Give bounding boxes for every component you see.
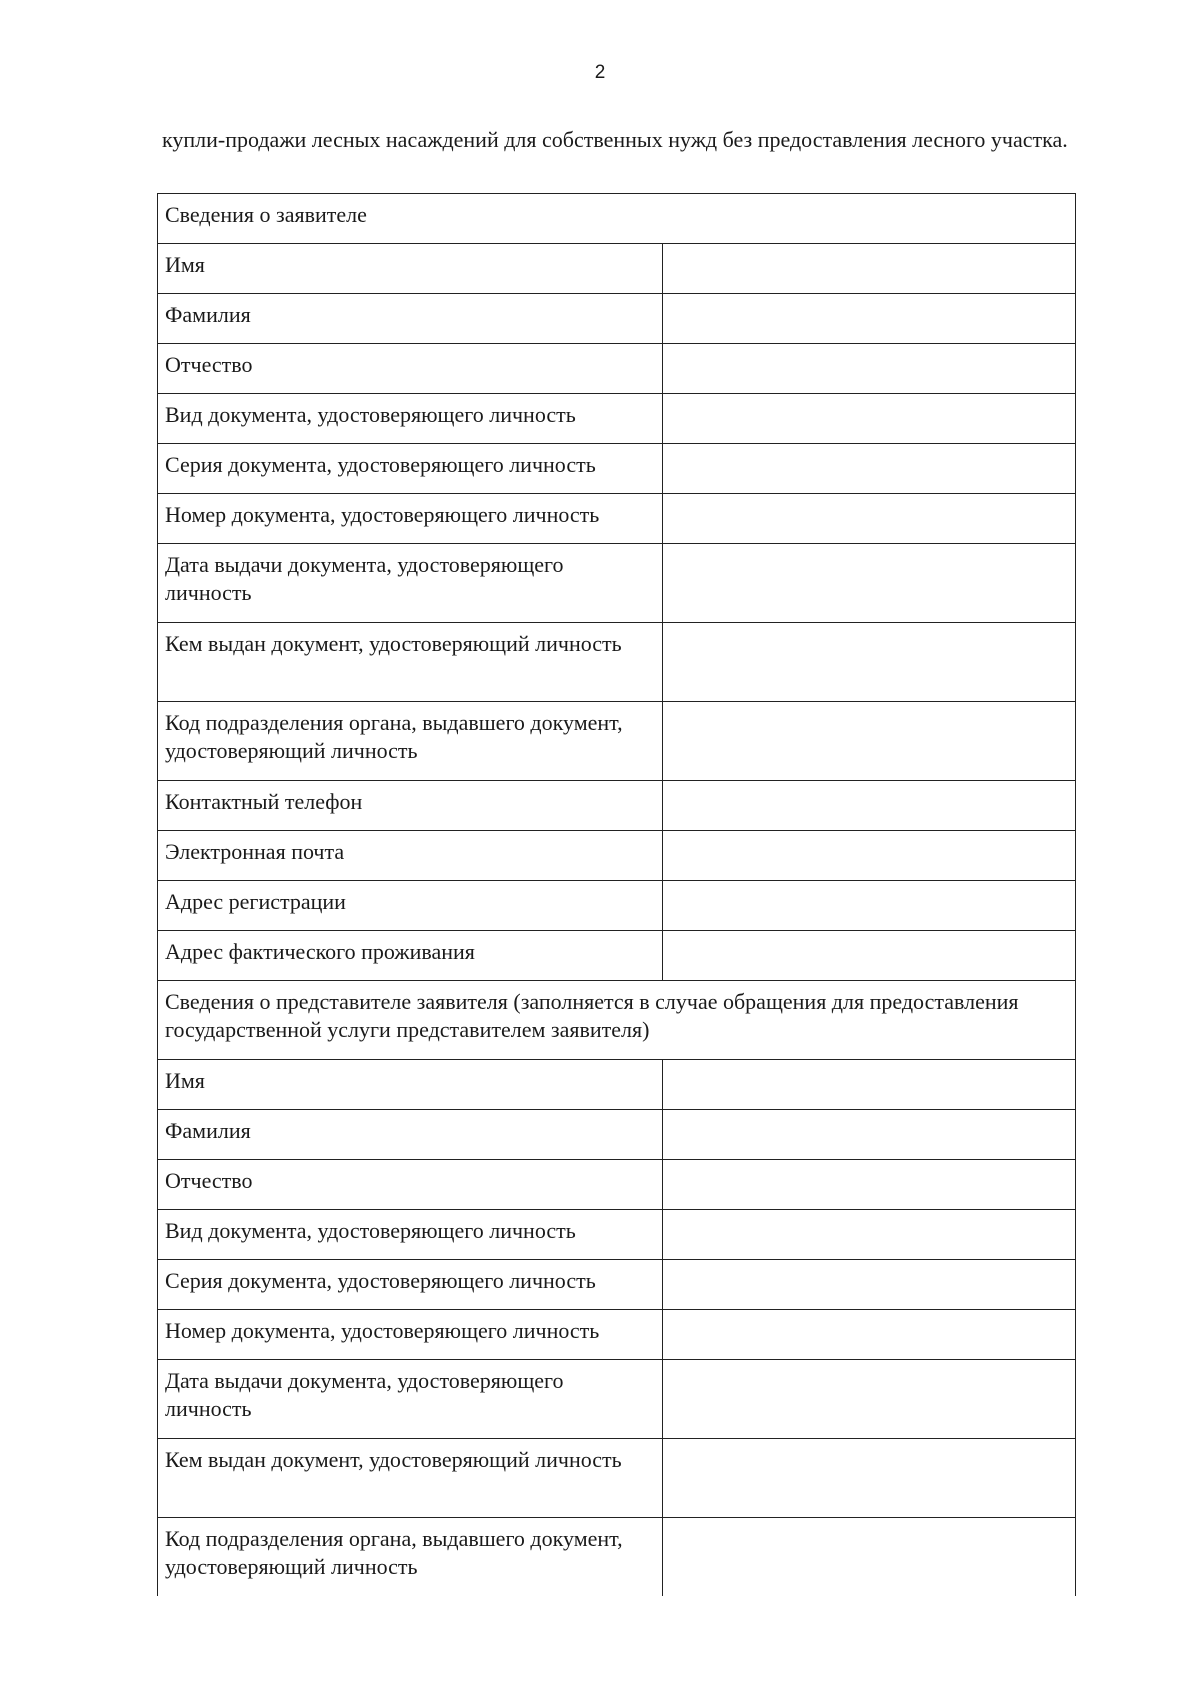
field-value-cell[interactable] xyxy=(663,444,1076,494)
field-value-cell[interactable] xyxy=(663,931,1076,981)
section-header-applicant xyxy=(158,194,1076,244)
field-value-cell[interactable] xyxy=(663,831,1076,881)
field-value-cell[interactable] xyxy=(663,544,1076,623)
section-header-representative xyxy=(158,981,1076,1060)
field-label: Дата выдачи документа, удостоверяющего личность xyxy=(158,544,663,623)
field-label: Отчество xyxy=(158,344,663,394)
field-value-cell[interactable] xyxy=(663,881,1076,931)
table-row xyxy=(158,1160,1076,1210)
field-label: Имя xyxy=(158,244,663,294)
section-title: Сведения о заявителе xyxy=(158,194,1076,244)
table-row xyxy=(158,1518,1076,1597)
field-label: Имя xyxy=(158,1060,663,1110)
page-number: 2 xyxy=(594,62,606,83)
table-row xyxy=(158,344,1076,394)
field-label: Номер документа, удостоверяющего личность xyxy=(158,1310,663,1360)
field-value-cell[interactable] xyxy=(663,1439,1076,1518)
field-label: Код подразделения органа, выдавшего документ, удостоверяющий личность xyxy=(158,702,663,781)
field-value-cell[interactable] xyxy=(663,294,1076,344)
field-label: Фамилия xyxy=(158,294,663,344)
field-value-cell[interactable] xyxy=(663,344,1076,394)
field-value-cell[interactable] xyxy=(663,623,1076,702)
field-value-cell[interactable] xyxy=(663,244,1076,294)
table-row xyxy=(158,1110,1076,1160)
field-label: Серия документа, удостоверяющего личность xyxy=(158,444,663,494)
table-row xyxy=(158,1360,1076,1439)
field-value-cell[interactable] xyxy=(663,1260,1076,1310)
field-label: Вид документа, удостоверяющего личность xyxy=(158,394,663,444)
table-row xyxy=(158,702,1076,781)
field-label: Кем выдан документ, удостоверяющий личность xyxy=(158,623,663,702)
table-row xyxy=(158,931,1076,981)
table-row xyxy=(158,544,1076,623)
table-row xyxy=(158,1260,1076,1310)
table-row xyxy=(158,1060,1076,1110)
table-row xyxy=(158,831,1076,881)
field-value-cell[interactable] xyxy=(663,1518,1076,1597)
field-label: Номер документа, удостоверяющего личность xyxy=(158,494,663,544)
table-row xyxy=(158,244,1076,294)
field-label: Адрес регистрации xyxy=(158,881,663,931)
field-label: Серия документа, удостоверяющего личность xyxy=(158,1260,663,1310)
field-label: Адрес фактического проживания xyxy=(158,931,663,981)
field-value-cell[interactable] xyxy=(663,1310,1076,1360)
intro-paragraph: купли-продажи лесных насаждений для собственных нужд без предоставления лесного участка. xyxy=(162,127,1068,152)
table-row xyxy=(158,1439,1076,1518)
field-label: Дата выдачи документа, удостоверяющего личность xyxy=(158,1360,663,1439)
table-row xyxy=(158,623,1076,702)
field-label: Вид документа, удостоверяющего личность xyxy=(158,1210,663,1260)
field-value-cell[interactable] xyxy=(663,781,1076,831)
field-value-cell[interactable] xyxy=(663,1060,1076,1110)
table-row xyxy=(158,1210,1076,1260)
table-row xyxy=(158,394,1076,444)
field-value-cell[interactable] xyxy=(663,1360,1076,1439)
table-row xyxy=(158,881,1076,931)
table-row xyxy=(158,781,1076,831)
field-value-cell[interactable] xyxy=(663,494,1076,544)
field-value-cell[interactable] xyxy=(663,1160,1076,1210)
table-row xyxy=(158,294,1076,344)
table-row xyxy=(158,1310,1076,1360)
field-label: Контактный телефон xyxy=(158,781,663,831)
field-label: Отчество xyxy=(158,1160,663,1210)
table-row xyxy=(158,494,1076,544)
field-label: Фамилия xyxy=(158,1110,663,1160)
field-value-cell[interactable] xyxy=(663,394,1076,444)
field-label: Кем выдан документ, удостоверяющий личность xyxy=(158,1439,663,1518)
field-value-cell[interactable] xyxy=(663,1110,1076,1160)
applicant-form-table xyxy=(157,193,1076,1596)
table-row xyxy=(158,444,1076,494)
field-label: Код подразделения органа, выдавшего документ, удостоверяющий личность xyxy=(158,1518,663,1597)
field-label: Электронная почта xyxy=(158,831,663,881)
field-value-cell[interactable] xyxy=(663,702,1076,781)
field-value-cell[interactable] xyxy=(663,1210,1076,1260)
section-title: Сведения о представителе заявителя (заполняется в случае обращения для предоставления государственной услуги представителем заявителя) xyxy=(158,981,1076,1060)
